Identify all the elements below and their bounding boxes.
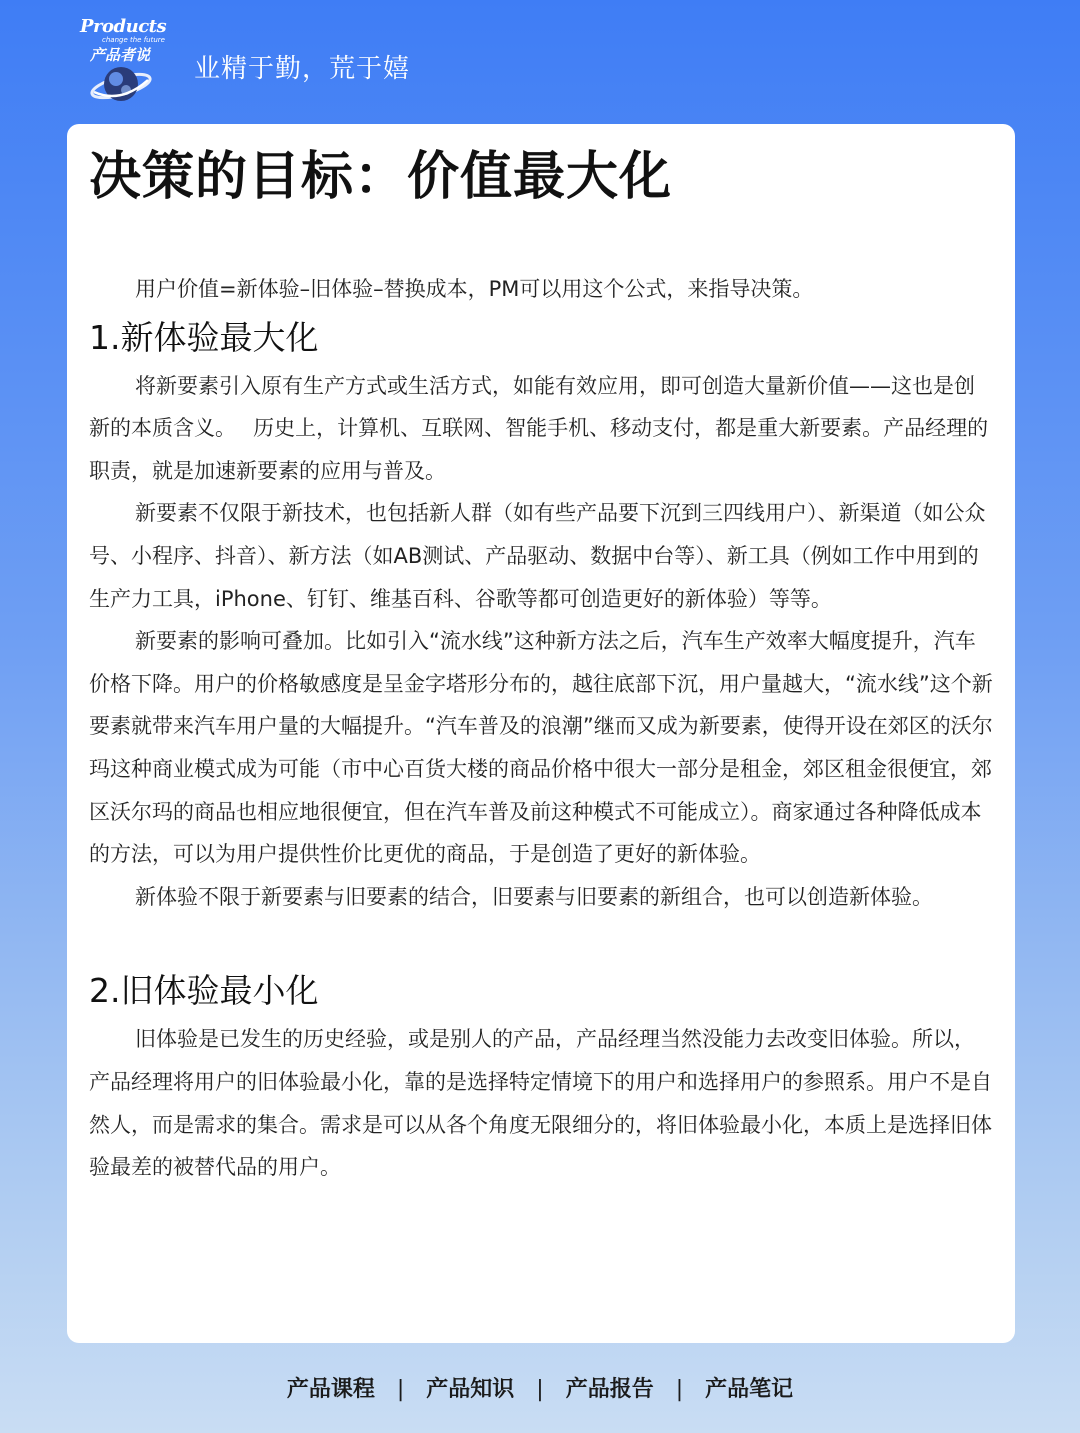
footer-link-reports[interactable]: 产品报告	[565, 1377, 654, 1402]
section1-paragraph: 新体验不限于新要素与旧要素的结合，旧要素与旧要素的新组合，也可以创造新体验。	[135, 884, 933, 909]
section2-heading: 2.旧体验最小化	[89, 971, 319, 1011]
logo-text-top: Products	[80, 16, 167, 37]
footer-link-notes[interactable]: 产品笔记	[705, 1377, 794, 1402]
logo-text-cn: 产品者说	[90, 46, 151, 64]
footer-separator: |	[396, 1377, 405, 1402]
article-card	[67, 124, 1015, 1343]
section2-paragraph: 旧体验是已发生的历史经验，或是别人的产品，产品经理当然没能力去改变旧体验。所以，产品经理将用户的旧体验最小化，靠的是选择特定情境下的用户和选择用户的参照系。用户不是自然人，而是需求的集合。需求是可以从各个角度无限细分的，将旧体验最小化，本质上是选择旧体验最差的被替代品的用户。	[89, 1027, 992, 1180]
section1-heading: 1.新体验最大化	[89, 317, 319, 357]
section1-paragraph: 新要素不仅限于新技术，也包括新人群（如有些产品要下沉到三四线用户）、新渠道（如公众号、小程序、抖音）、新方法（如AB测试、产品驱动、数据中台等）、新工具（例如工作中用到的生产力工具，iPhone、钉钉、维基百科、谷歌等都可创造更好的新体验）等等。	[89, 501, 986, 611]
intro-paragraph: 用户价值=新体验–旧体验–替换成本，PM可以用这个公式，来指导决策。	[135, 277, 814, 301]
footer-link-courses[interactable]: 产品课程	[286, 1377, 375, 1402]
section1-paragraph: 新要素的影响可叠加。比如引入“流水线”这种新方法之后，汽车生产效率大幅度提升，汽车价格下降。用户的价格敏感度是呈金字塔形分布的，越往底部下沉，用户量越大，“流水线”这个新要素就带来汽车用户量的大幅提升。“汽车普及的浪潮”继而又成为新要素，使得开设在郊区的沃尔玛这种商业模式成为可能（市中心百货大楼的商品价格中很大一部分是租金，郊区租金很便宜，郊区沃尔玛的商品也相应地很便宜，但在汽车普及前这种模式不可能成立）。商家通过各种降低成本的方法，可以为用户提供性价比更优的商品，于是创造了更好的新体验。	[89, 629, 993, 867]
section1-paragraph: 将新要素引入原有生产方式或生活方式，如能有效应用，即可创造大量新价值——这也是创新的本质含义。 历史上，计算机、互联网、智能手机、移动支付，都是重大新要素。产品经理的职责，就是加速新要素的应用与普及。	[89, 373, 989, 483]
article-title: 决策的目标：价值最大化	[89, 147, 673, 207]
footer-link-knowledge[interactable]: 产品知识	[426, 1377, 515, 1402]
logo-text-small: change the future	[102, 36, 165, 44]
planet-icon	[88, 60, 154, 108]
footer-separator: |	[675, 1377, 684, 1402]
slogan: 业精于勤，荒于嬉	[194, 54, 411, 84]
brand-logo	[78, 14, 168, 109]
footer-nav	[0, 1372, 1080, 1403]
header	[0, 0, 1080, 120]
footer-separator: |	[536, 1377, 544, 1402]
